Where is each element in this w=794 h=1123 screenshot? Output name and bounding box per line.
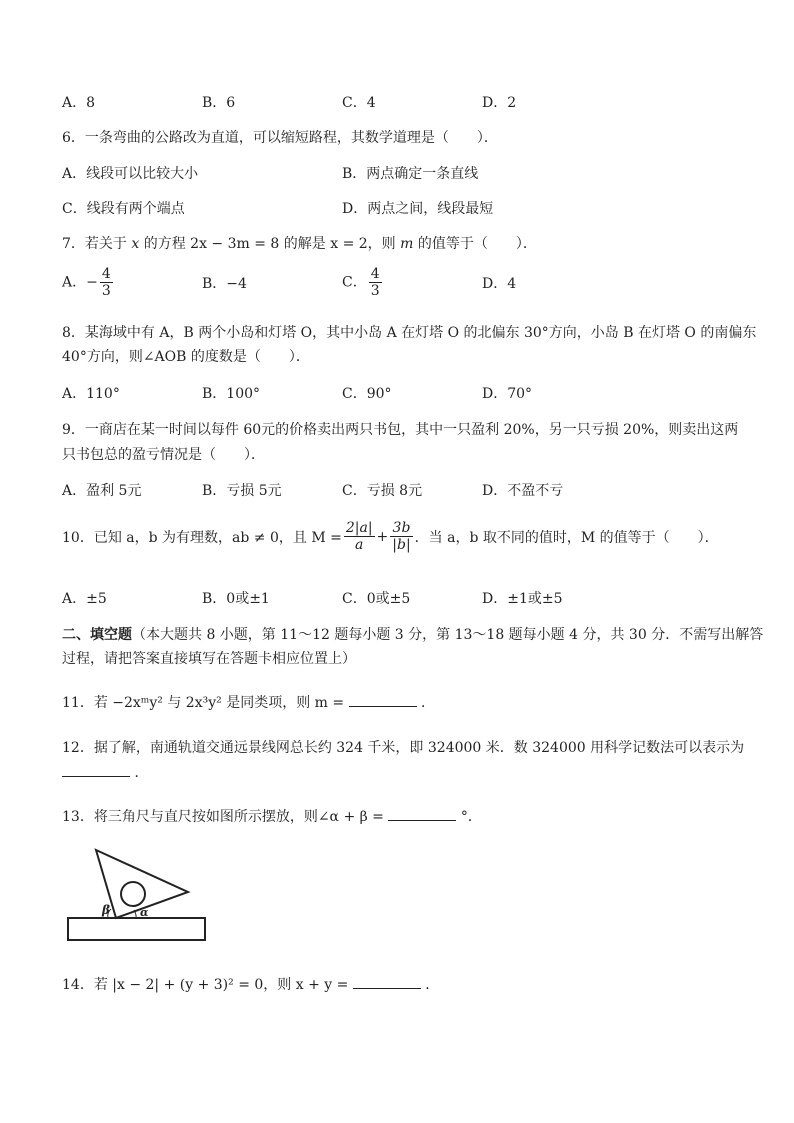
q10-options [62, 588, 722, 608]
q14-stem-post: ． [425, 977, 440, 993]
q13-answer-blank [388, 806, 456, 821]
ruler [68, 918, 205, 940]
q7-stem [62, 233, 537, 253]
q7-stem-post: 的值等于（ ）． [417, 236, 537, 252]
q12-stem-line2 [62, 762, 148, 782]
section2-title: 二、填空题 [62, 627, 132, 643]
q8-option-d: D．70° [482, 386, 533, 402]
q6-options-row2 [62, 198, 722, 218]
q9-option-c: C．亏损 8元 [342, 483, 423, 499]
q7-var-x: x [131, 236, 140, 252]
q10-option-b: B．0或±1 [202, 591, 270, 607]
q5-option-c: C．4 [342, 95, 376, 111]
q12-answer-blank [62, 762, 130, 777]
q9-option-d: D．不盈不亏 [482, 483, 564, 499]
beta-label: β [102, 903, 110, 917]
q9-stem-line1: 9．一商店在某一时间以每件 60元的价格卖出两只书包，其中一只盈利 20%，另一只亏损 20%，则卖出这两 [62, 422, 739, 438]
q13-stem-pre: 13．将三角尺与直尺按如图所示摆放，则∠α + β = [62, 809, 384, 825]
q10-fraction-2: $\frac{3b}{|b|}$ [392, 520, 411, 553]
q7-options [62, 266, 722, 299]
q10-stem-pre: 10．已知 a，b 为有理数，ab ≠ 0，且 M = [62, 529, 342, 546]
q10-option-d: D．±1或±5 [482, 591, 563, 607]
q13-triangle-ruler-figure [62, 846, 212, 944]
q8-option-b: B．100° [202, 386, 261, 402]
q6-option-b: B．两点确定一条直线 [342, 166, 479, 182]
q7-option-a: A．− $\frac{4}{3}$ [62, 266, 111, 299]
q7-stem-mid: 的方程 2x − 3m = 8 的解是 x = 2，则 [143, 236, 396, 252]
q6-options-row1 [62, 163, 722, 183]
section2-header-line2: 过程，请把答案直接填写在答题卡相应位置上） [62, 651, 356, 667]
alpha-label: α [140, 906, 149, 919]
q11-stem-post: ． [421, 695, 436, 711]
q10-plus: + [376, 528, 389, 545]
q13-stem [62, 806, 482, 826]
q7-option-c-fraction: $\frac{4}{3}$ [370, 266, 380, 299]
q8-options [62, 383, 722, 403]
q9-options [62, 480, 722, 500]
q9-option-b: B．亏损 5元 [202, 483, 282, 499]
q11-stem-pre: 11．若 −2xᵐy² 与 2x³y² 是同类项，则 m = [62, 695, 345, 711]
q8-option-c: C．90° [342, 386, 392, 402]
q10-fraction-1: $\frac{2|a|}{a}$ [345, 520, 373, 553]
section2-description: （本大题共 8 小题，第 11～12 题每小题 3 分，第 13～18 题每小题 4 分，共 30 分．不需写出解答 [132, 627, 764, 643]
q7-option-a-fraction: $\frac{4}{3}$ [101, 266, 111, 299]
q5-option-b: B．6 [202, 95, 236, 111]
q9-option-a: A．盈利 5元 [62, 483, 142, 499]
q6-option-d: D．两点之间，线段最短 [342, 201, 494, 217]
q14-stem-pre: 14．若 |x − 2| + (y + 3)² = 0，则 x + y = [62, 977, 349, 993]
q8-option-a: A．110° [62, 386, 120, 402]
q9-stem-line2: 只书包总的盈亏情况是（ ）． [62, 447, 265, 463]
q7-option-d: D．4 [482, 275, 517, 292]
q5-option-a: A．8 [62, 95, 96, 111]
q12-stem-line1: 12．据了解，南通轨道交通远景线网总长约 324 千米，即 324000 米．数 324000 用科学记数法可以表示为 [62, 740, 745, 756]
q7-option-c: C． $\frac{4}{3}$ [342, 266, 380, 299]
triangle-hole [121, 882, 145, 906]
q7-stem-pre: 7．若关于 [62, 236, 127, 252]
q14-answer-blank [353, 974, 421, 989]
q6-stem: 6．一条弯曲的公路改为直道，可以缩短路程，其数学道理是（ ）． [62, 130, 498, 146]
q5-option-d: D．2 [482, 95, 517, 111]
q6-option-c: C．线段有两个端点 [62, 201, 185, 217]
section2-header-line1 [62, 624, 763, 644]
q7-option-b: B．−4 [202, 275, 247, 292]
q10-stem-post: ．当 a，b 取不同的值时，M 的值等于（ ）． [414, 529, 719, 546]
q12-stem-post: ． [134, 765, 149, 781]
q7-var-m: m [400, 236, 414, 252]
q8-stem-line2: 40°方向，则∠AOB 的度数是（ ）． [62, 349, 310, 365]
q10-stem [62, 520, 719, 553]
q10-option-c: C．0或±5 [342, 591, 411, 607]
q13-stem-post: °． [460, 809, 482, 825]
q6-option-a: A．线段可以比较大小 [62, 166, 199, 182]
q11-answer-blank [349, 692, 417, 707]
q14-stem [62, 974, 439, 994]
q11-stem [62, 692, 435, 712]
q8-stem-line1: 8．某海域中有 A，B 两个小岛和灯塔 O，其中小岛 A 在灯塔 O 的北偏东 30°方向，小岛 B 在灯塔 O 的南偏东 [62, 325, 757, 341]
q10-option-a: A．±5 [62, 591, 107, 607]
q5-options [62, 92, 722, 112]
